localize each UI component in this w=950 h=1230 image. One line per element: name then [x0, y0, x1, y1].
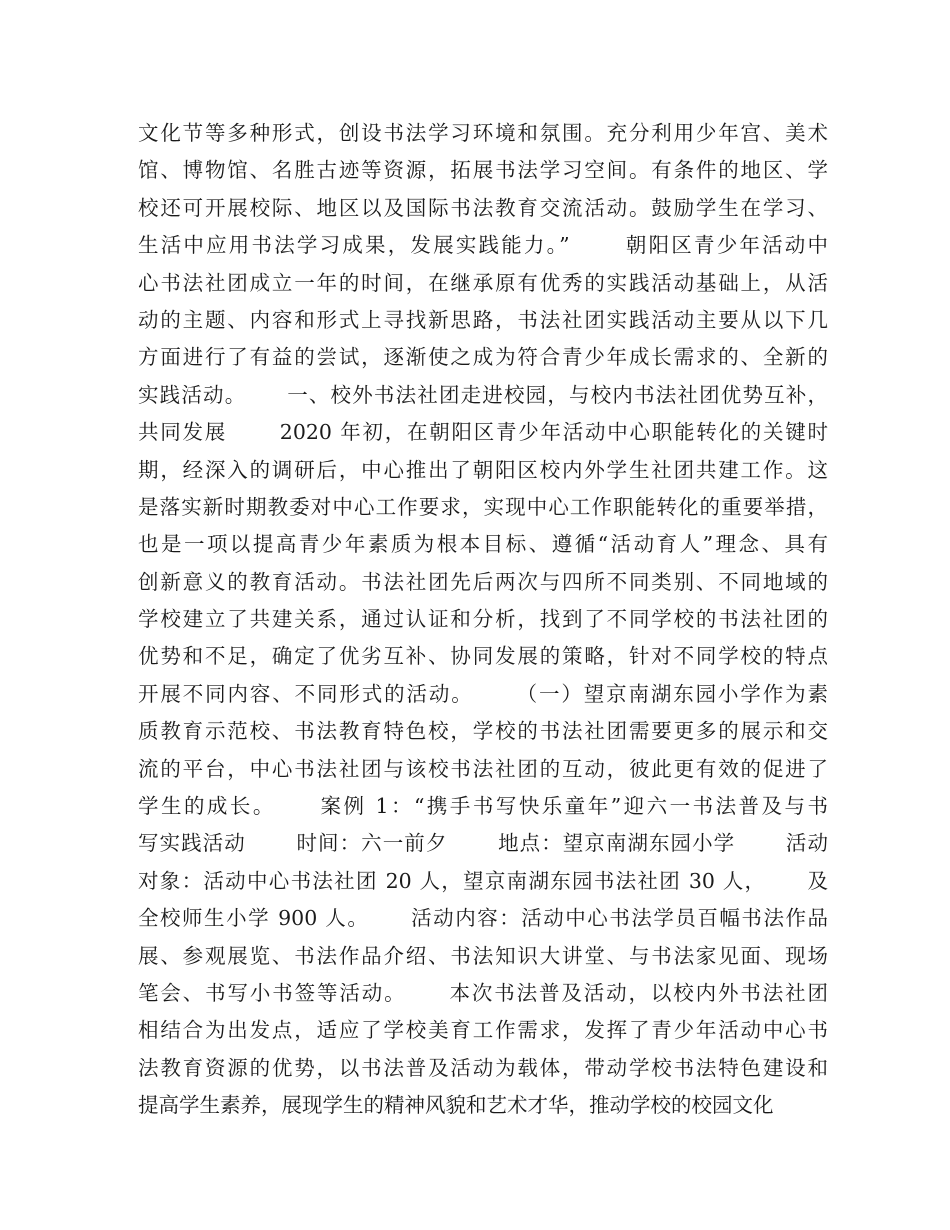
text-line: 展、参观展览、书法作品介绍、书法知识大讲堂、与书法家见面、现场: [138, 943, 828, 968]
text-line: 校还可开展校际、地区以及国际书法教育交流活动。鼓励学生在学习、: [138, 195, 828, 220]
text-line: 也是一项以提高青少年素质为根本目标、遵循“活动育人”理念、具有: [138, 532, 828, 557]
text-line: 馆、博物馆、名胜古迹等资源，拓展书法学习空间。有条件的地区、学: [138, 158, 828, 183]
text-line: 提高学生素养，展现学生的精神风貌和艺术才华，推动学校的校园文化: [138, 1093, 774, 1118]
text-line: 是落实新时期教委对中心工作要求，实现中心工作职能转化的重要举措，: [138, 494, 828, 519]
text-line: 动的主题、内容和形式上寻找新思路，书法社团实践活动主要从以下几: [138, 307, 828, 332]
text-line: 心书法社团成立一年的时间，在继承原有优秀的实践活动基础上，从活: [138, 270, 828, 295]
text-line: 流的平台，中心书法社团与该校书法社团的互动，彼此更有效的促进了: [138, 756, 828, 781]
text-line: 创新意义的教育活动。书法社团先后两次与四所不同类别、不同地域的: [138, 569, 828, 594]
text-line: 优势和不足，确定了优劣互补、协同发展的策略，针对不同学校的特点: [138, 644, 828, 669]
text-line: 对象：活动中心书法社团 20 人，望京南湖东园书法社团 30 人， 及: [138, 868, 828, 893]
text-line: 全校师生小学 900 人。 活动内容：活动中心书法学员百幅书法作品: [138, 906, 828, 931]
text-line: 笔会、书写小书签等活动。 本次书法普及活动，以校内外书法社团: [138, 980, 828, 1005]
text-line: 开展不同内容、不同形式的活动。 （一）望京南湖东园小学作为素: [138, 681, 828, 706]
text-line: 实践活动。 一、校外书法社团走进校园，与校内书法社团优势互补，: [138, 382, 828, 407]
text-line: 方面进行了有益的尝试，逐渐使之成为符合青少年成长需求的、全新的: [138, 345, 828, 370]
text-line: 学生的成长。 案例 1：“携手书写快乐童年”迎六一书法普及与书: [138, 794, 828, 819]
text-line: 学校建立了共建关系，通过认证和分析，找到了不同学校的书法社团的: [138, 607, 828, 632]
text-line: 法教育资源的优势，以书法普及活动为载体，带动学校书法特色建设和: [138, 1055, 828, 1080]
text-line: 质教育示范校、书法教育特色校，学校的书法社团需要更多的展示和交: [138, 719, 828, 744]
text-line: 相结合为出发点，适应了学校美育工作需求，发挥了青少年活动中心书: [138, 1018, 828, 1043]
text-line: 生活中应用书法学习成果，发展实践能力。” 朝阳区青少年活动中: [138, 233, 828, 258]
text-line: 期，经深入的调研后，中心推出了朝阳区校内外学生社团共建工作。这: [138, 457, 828, 482]
body-text: [138, 115, 828, 1125]
text-line: 文化节等多种形式，创设书法学习环境和氛围。充分利用少年宫、美术: [138, 121, 828, 145]
text-line: 写实践活动 时间：六一前夕 地点：望京南湖东园小学 活动: [138, 831, 828, 856]
text-line: 共同发展 2020 年初，在朝阳区青少年活动中心职能转化的关键时: [138, 420, 828, 445]
